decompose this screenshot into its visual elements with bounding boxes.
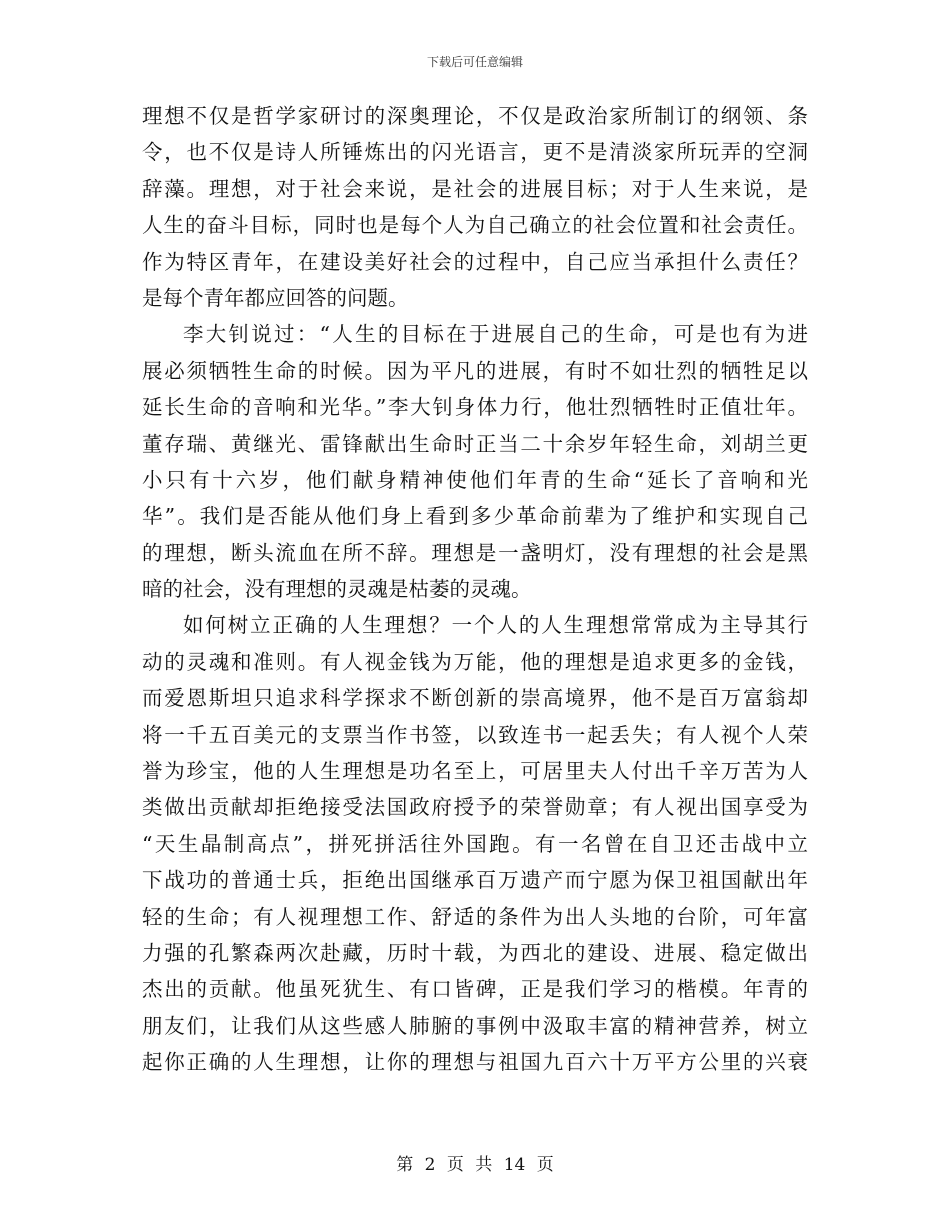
paragraph-3 [142, 607, 808, 1080]
text-line: 人生的奋斗目标，同时也是每个人为自己确立的社会位置和社会责任。 [142, 213, 808, 238]
page-header-note: 下载后可任意编辑 [426, 55, 523, 69]
text-line: 起你正确的人生理想，让你的理想与祖国九百六十万平方公里的兴衰 [142, 1050, 808, 1075]
text-line: 下战功的普通士兵，拒绝出国继承百万遗产而宁愿为保卫祖国献出年 [142, 868, 808, 893]
text-line: 朋友们，让我们从这些感人肺腑的事例中汲取丰富的精神营养，树立 [142, 1013, 808, 1038]
text-line: 力强的孔繁森两次赴藏，历时十载，为西北的建设、进展、稳定做出 [142, 940, 808, 965]
paragraph-1 [142, 98, 808, 316]
text-line: 的理想，断头流血在所不辞。理想是一盏明灯，没有理想的社会是黑 [142, 540, 808, 565]
text-line: 华”。我们是否能从他们身上看到多少革命前辈为了维护和实现自己 [142, 504, 808, 529]
page-number: 第 2 页 共 14 页 [396, 1155, 554, 1175]
text-line: 轻的生命；有人视理想工作、舒适的条件为出人头地的台阶，可年富 [142, 904, 808, 929]
text-line: 小只有十六岁，他们献身精神使他们年青的生命“延长了音响和光 [142, 467, 808, 492]
text-line: 是每个青年都应回答的问题。 [142, 285, 409, 310]
text-line: 延长生命的音响和光华。”李大钊身体力行，他壮烈牺牲时正值壮年。 [142, 395, 808, 420]
text-line: 如何树立正确的人生理想？一个人的人生理想常常成为主导其行 [183, 613, 808, 638]
text-line: 董存瑞、黄继光、雷锋献出生命时正当二十余岁年轻生命，刘胡兰更 [142, 431, 808, 456]
text-line: 李大钊说过：“人生的目标在于进展自己的生命，可是也有为进 [183, 322, 808, 347]
text-line: 理想不仅是哲学家研讨的深奥理论，不仅是政治家所制订的纲领、条 [142, 104, 808, 128]
text-line: 将一千五百美元的支票当作书签，以致连书一起丢失；有人视个人荣 [142, 722, 808, 747]
text-line: 誉为珍宝，他的人生理想是功名至上，可居里夫人付出千辛万苦为人 [142, 759, 808, 784]
text-line: 展必须牺牲生命的时候。因为平凡的进展，有时不如壮烈的牺牲足以 [142, 358, 808, 383]
text-line: 而爱恩斯坦只追求科学探求不断创新的崇高境界，他不是百万富翁却 [142, 686, 808, 711]
text-line: 类做出贡献却拒绝接受法国政府授予的荣誉勋章；有人视出国享受为 [142, 795, 808, 820]
text-line: 令，也不仅是诗人所锤炼出的闪光语言，更不是清淡家所玩弄的空洞 [142, 140, 808, 165]
document-body [142, 98, 808, 1081]
text-line: 杰出的贡献。他虽死犹生、有口皆碑，正是我们学习的楷模。年青的 [142, 977, 808, 1002]
text-line: “天生晶制高点”，拼死拼活往外国跑。有一名曾在自卫还击战中立 [142, 831, 808, 856]
text-line: 作为特区青年，在建设美好社会的过程中，自己应当承担什么责任？ [142, 249, 808, 274]
text-line: 辞藻。理想，对于社会来说，是社会的进展目标；对于人生来说，是 [142, 176, 808, 201]
paragraph-2 [142, 316, 808, 607]
text-line: 动的灵魂和准则。有人视金钱为万能，他的理想是追求更多的金钱， [142, 649, 808, 674]
text-line: 暗的社会，没有理想的灵魂是枯萎的灵魂。 [142, 577, 532, 602]
